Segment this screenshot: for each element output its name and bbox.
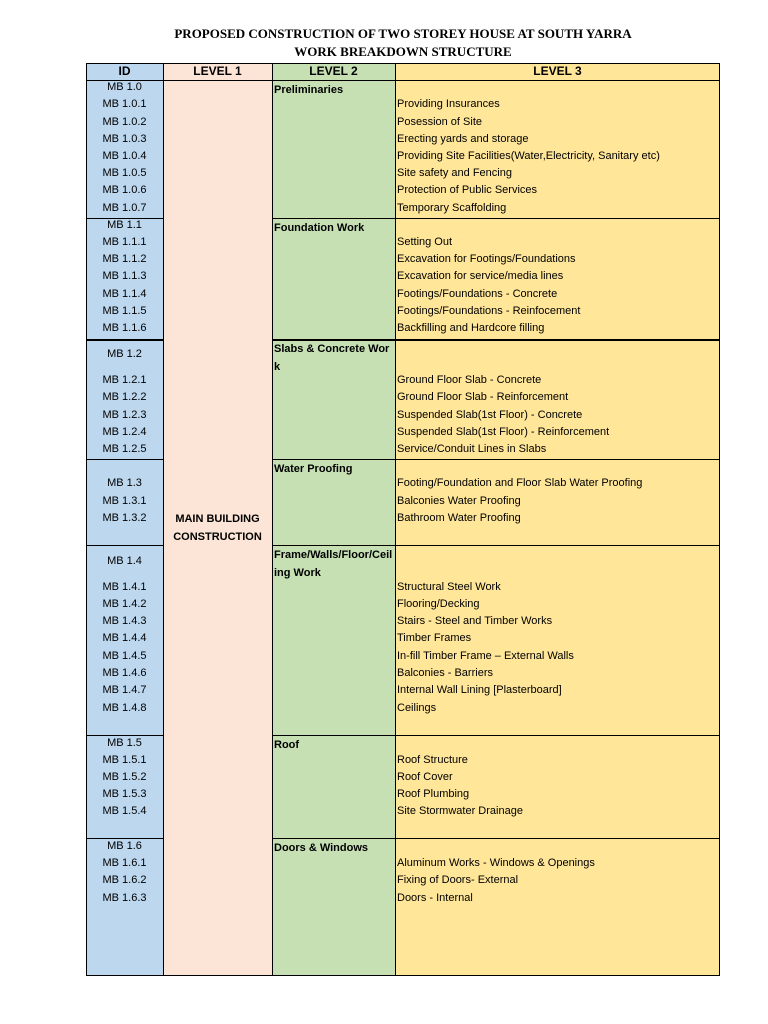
row-id: MB 1.1.2 [102, 253, 147, 265]
header-level2: LEVEL 2 [272, 63, 395, 80]
row-id: MB 1.1.4 [102, 288, 147, 300]
row-id: MB 1.4.6 [102, 667, 147, 679]
row-id: MB 1.3.2 [102, 512, 147, 524]
section-border-id [86, 218, 163, 219]
row-level3: Service/Conduit Lines in Slabs [397, 443, 547, 455]
row-level3: Ground Floor Slab - Reinforcement [397, 391, 569, 403]
column-border [86, 63, 87, 976]
row-level3: Excavation for service/media lines [397, 270, 564, 282]
section-border-id [86, 735, 163, 736]
header-top-border [86, 63, 720, 64]
row-id: MB 1.4.8 [102, 702, 147, 714]
row-level3: Erecting yards and storage [397, 133, 529, 145]
row-id: MB 1.3 [107, 477, 142, 489]
row-id: MB 1.5.4 [102, 805, 147, 817]
row-id: MB 1.4 [107, 555, 142, 567]
row-level3: Fixing of Doors- External [397, 874, 519, 886]
row-id: MB 1.5.2 [102, 771, 147, 783]
row-id: MB 1.5.1 [102, 754, 147, 766]
row-level3: Temporary Scaffolding [397, 202, 507, 214]
section-border-levels [272, 545, 720, 546]
row-level3: Ground Floor Slab - Concrete [397, 374, 542, 386]
section-border-id [86, 838, 163, 839]
section-border-levels [272, 735, 720, 736]
row-id: MB 1.4.1 [102, 581, 147, 593]
document-subtitle: WORK BREAKDOWN STRUCTURE [294, 44, 512, 59]
header-id: ID [86, 63, 163, 80]
row-level3: Timber Frames [397, 632, 472, 644]
row-id: MB 1.1.6 [102, 322, 147, 334]
row-id: MB 1.1.1 [102, 236, 147, 248]
row-id: MB 1.0.7 [102, 202, 147, 214]
section-border-levels [272, 339, 720, 341]
level2-section-label: Roof [274, 739, 300, 751]
row-id: MB 1.0.3 [102, 133, 147, 145]
row-level3: Excavation for Footings/Foundations [397, 253, 576, 265]
row-level3: Backfilling and Hardcore filling [397, 322, 545, 334]
row-level3: Balconies - Barriers [397, 667, 493, 679]
row-level3: Posession of Site [397, 116, 482, 128]
row-level3: Footing/Foundation and Floor Slab Water Proofing [397, 477, 643, 489]
row-id: MB 1.1 [107, 219, 142, 231]
row-id: MB 1.2.4 [102, 426, 147, 438]
row-id: MB 1.2.2 [102, 391, 147, 403]
row-id: MB 1.1.5 [102, 305, 147, 317]
row-id: MB 1.4.3 [102, 615, 147, 627]
row-level3: Suspended Slab(1st Floor) - Concrete [397, 409, 583, 421]
level2-section-label: Water Proofing [274, 463, 353, 475]
section-border-levels [272, 218, 720, 219]
row-id: MB 1.6.2 [102, 874, 147, 886]
column-border [395, 63, 396, 976]
level2-section-label: Doors & Windows [274, 842, 369, 854]
row-level3: Footings/Foundations - Reinfocement [397, 305, 581, 317]
header-bottom-border [86, 80, 720, 81]
row-level3: Aluminum Works - Windows & Openings [397, 857, 595, 869]
row-level3: Roof Structure [397, 754, 468, 766]
row-id: MB 1.6 [107, 840, 142, 852]
section-border-levels [272, 459, 720, 460]
level2-section-label: Slabs & Concrete Work [274, 343, 390, 373]
row-id: MB 1.0 [107, 81, 142, 93]
row-id: MB 1.3.1 [102, 495, 147, 507]
row-level3: Bathroom Water Proofing [397, 512, 521, 524]
row-id: MB 1.0.5 [102, 167, 147, 179]
column-border [719, 63, 720, 976]
row-level3: Footings/Foundations - Concrete [397, 288, 558, 300]
header-level1: LEVEL 1 [163, 63, 272, 80]
section-border-id [86, 545, 163, 546]
header-level3: LEVEL 3 [395, 63, 720, 80]
row-level3: Site Stormwater Drainage [397, 805, 523, 817]
row-id: MB 1.5.3 [102, 788, 147, 800]
document-title: PROPOSED CONSTRUCTION OF TWO STOREY HOUSE AT SOUTH YARRA [174, 26, 632, 41]
section-border-id [86, 459, 163, 460]
row-level3: Flooring/Decking [397, 598, 480, 610]
row-level3: Doors - Internal [397, 892, 473, 904]
row-id: MB 1.0.2 [102, 116, 147, 128]
column-border [272, 63, 273, 976]
row-level3: Internal Wall Lining [Plasterboard] [397, 684, 562, 696]
row-id: MB 1.4.2 [102, 598, 147, 610]
row-level3: Suspended Slab(1st Floor) - Reinforcement [397, 426, 610, 438]
row-id: MB 1.0.4 [102, 150, 147, 162]
level2-section-label: Preliminaries [274, 84, 344, 96]
row-level3: Site safety and Fencing [397, 167, 512, 179]
table-bottom-border [86, 975, 720, 976]
row-id: MB 1.0.6 [102, 184, 147, 196]
row-id: MB 1.4.4 [102, 632, 147, 644]
row-id: MB 1.2.1 [102, 374, 147, 386]
row-level3: Ceilings [397, 702, 437, 714]
row-id: MB 1.1.3 [102, 270, 147, 282]
level2-section-label: Foundation Work [274, 222, 365, 234]
row-level3: Roof Cover [397, 771, 453, 783]
row-level3: Protection of Public Services [397, 184, 538, 196]
level2-section-label: Frame/Walls/Floor/Ceiling Work [274, 549, 393, 579]
row-level3: Providing Site Facilities(Water,Electricity, Sanitary etc) [397, 150, 660, 162]
row-id: MB 1.2 [107, 348, 142, 360]
row-level3: Stairs - Steel and Timber Works [397, 615, 553, 627]
section-border-id [86, 339, 163, 341]
row-level3: Structural Steel Work [397, 581, 501, 593]
row-id: MB 1.0.1 [102, 98, 147, 110]
row-level3: Balconies Water Proofing [397, 495, 521, 507]
row-level3: Roof Plumbing [397, 788, 470, 800]
row-id: MB 1.2.5 [102, 443, 147, 455]
row-id: MB 1.5 [107, 737, 142, 749]
row-level3: Providing Insurances [397, 98, 500, 110]
row-id: MB 1.4.7 [102, 684, 147, 696]
row-id: MB 1.2.3 [102, 409, 147, 421]
section-border-levels [272, 838, 720, 839]
row-id: MB 1.6.3 [102, 892, 147, 904]
column-border [163, 63, 164, 976]
row-id: MB 1.6.1 [102, 857, 147, 869]
row-id: MB 1.4.5 [102, 650, 147, 662]
row-level3: In-fill Timber Frame – External Walls [397, 650, 574, 662]
level1-label: MAIN BUILDING CONSTRUCTION [173, 513, 262, 543]
row-level3: Setting Out [397, 236, 453, 248]
